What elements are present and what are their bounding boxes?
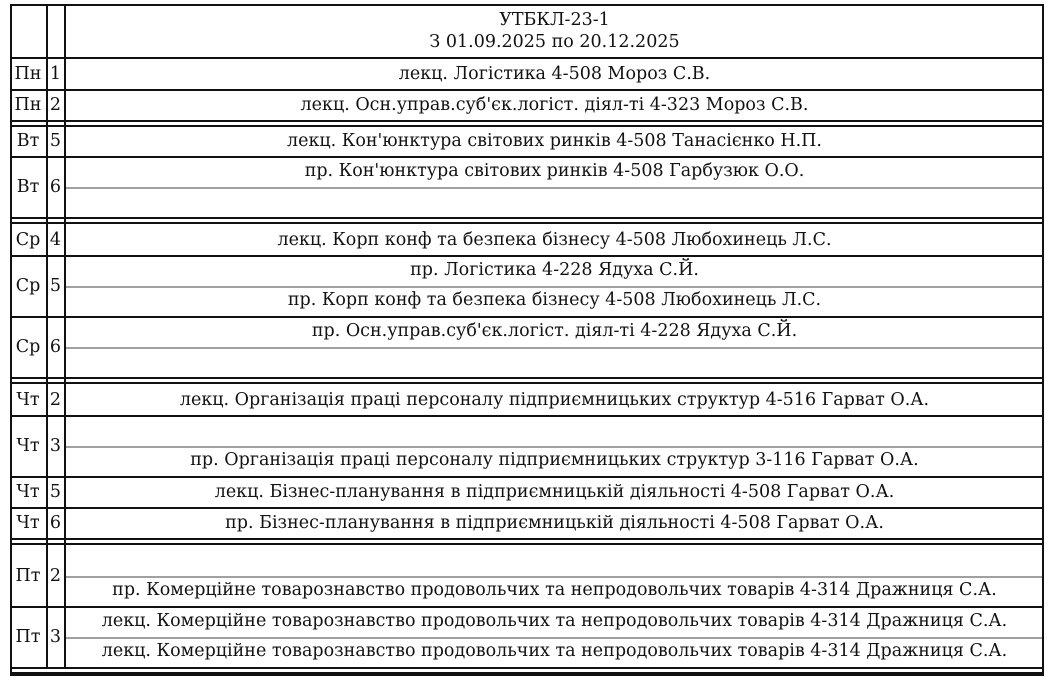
- day-separator: [10, 382, 1044, 384]
- day-cell: Ср: [15, 276, 41, 296]
- lesson-number: 6: [49, 513, 62, 533]
- day-cell: Пн: [14, 95, 42, 115]
- header-bottom-border: [10, 57, 1044, 59]
- lesson-text: лекц. Осн.управ.суб'єк.логіст. діял-ті 4-323 Мороз С.В.: [300, 95, 809, 115]
- row-border: [10, 538, 1044, 540]
- subgroup-divider: [65, 637, 1044, 639]
- day-cell: Чт: [16, 482, 40, 502]
- day-column-border: [46, 4, 48, 669]
- subgroup-divider: [65, 446, 1044, 448]
- row-border: [10, 217, 1044, 219]
- subgroup-divider: [65, 286, 1044, 288]
- lesson-number: 5: [49, 276, 62, 296]
- row-border: [10, 415, 1044, 417]
- period-title: З 01.09.2025 по 20.12.2025: [429, 32, 680, 52]
- lesson-number: 5: [49, 482, 62, 502]
- lesson-number: 2: [49, 390, 62, 410]
- subgroup-divider: [65, 347, 1044, 349]
- left-border: [10, 4, 12, 676]
- row-border: [10, 476, 1044, 478]
- lesson-number: 2: [49, 566, 62, 586]
- lesson-text-upper: пр. Логістика 4-228 Ядуха С.Й.: [410, 260, 699, 280]
- day-cell: Ср: [15, 230, 41, 250]
- row-border: [10, 156, 1044, 158]
- day-separator: [10, 125, 1044, 127]
- day-cell: Вт: [16, 131, 40, 151]
- subgroup-divider: [65, 187, 1044, 189]
- lesson-number: 1: [49, 64, 62, 84]
- day-cell: Чт: [16, 436, 40, 456]
- lesson-text: лекц. Бізнес-планування в підприємницькій діяльності 4-508 Гарват О.А.: [214, 482, 895, 502]
- lesson-text-upper: пр. Кон'юнктура світових ринків 4-508 Гарбузюк О.О.: [304, 161, 805, 181]
- lesson-text: лекц. Організація праці персоналу підприємницьких структур 4-516 Гарват О.А.: [179, 390, 930, 410]
- lesson-text-lower: пр. Комерційне товарознавство продовольчих та непродовольчих товарів 4-314 Дражниця С.А.: [112, 580, 997, 600]
- table-top-border: [10, 4, 1044, 6]
- lesson-text: лекц. Корп конф та безпека бізнесу 4-508 Любохинець Л.С.: [277, 230, 832, 250]
- lesson-number: 6: [49, 337, 62, 357]
- lesson-text-upper: лекц. Комерційне товарознавство продовольчих та непродовольчих товарів 4-314 Дражниця С.А.: [101, 611, 1008, 631]
- day-cell: Пт: [15, 566, 41, 586]
- row-border: [10, 255, 1044, 257]
- lesson-number: 6: [49, 177, 62, 197]
- day-cell: Вт: [16, 177, 40, 197]
- day-cell: Пн: [14, 64, 42, 84]
- day-separator: [10, 543, 1044, 545]
- lesson-number: 2: [49, 95, 62, 115]
- lesson-text-lower: пр. Організація праці персоналу підприємницьких структур 3-116 Гарват О.А.: [190, 450, 919, 470]
- lesson-text-lower: пр. Корп конф та безпека бізнесу 4-508 Любохинець Л.С.: [287, 290, 822, 310]
- day-cell: Ср: [15, 337, 41, 357]
- number-column-border: [64, 4, 66, 669]
- lesson-text-lower: лекц. Комерційне товарознавство продовольчих та непродовольчих товарів 4-314 Дражниця С.А.: [101, 641, 1008, 661]
- row-border: [10, 667, 1044, 669]
- lesson-text: лекц. Логістика 4-508 Мороз С.В.: [398, 64, 711, 84]
- day-cell: Чт: [16, 390, 40, 410]
- row-border: [10, 606, 1044, 608]
- day-separator: [10, 222, 1044, 224]
- row-border: [10, 507, 1044, 509]
- group-title: УТБКЛ-23-1: [499, 10, 610, 30]
- lesson-number: 3: [49, 627, 62, 647]
- table-bottom-border: [10, 674, 1044, 676]
- row-border: [10, 89, 1044, 91]
- day-cell: Чт: [16, 513, 40, 533]
- row-border: [10, 377, 1044, 379]
- lesson-number: 5: [49, 131, 62, 151]
- row-border: [10, 120, 1044, 122]
- lesson-number: 4: [49, 230, 62, 250]
- lesson-text: пр. Бізнес-планування в підприємницькій діяльності 4-508 Гарват О.А.: [225, 513, 884, 533]
- right-border: [1042, 4, 1044, 676]
- lesson-text: лекц. Кон'юнктура світових ринків 4-508 Танасієнко Н.П.: [286, 131, 822, 151]
- row-border: [10, 316, 1044, 318]
- subgroup-divider: [65, 576, 1044, 578]
- lesson-number: 3: [49, 436, 62, 456]
- lesson-text-upper: пр. Осн.управ.суб'єк.логіст. діял-ті 4-228 Ядуха С.Й.: [311, 321, 798, 341]
- day-cell: Пт: [15, 627, 41, 647]
